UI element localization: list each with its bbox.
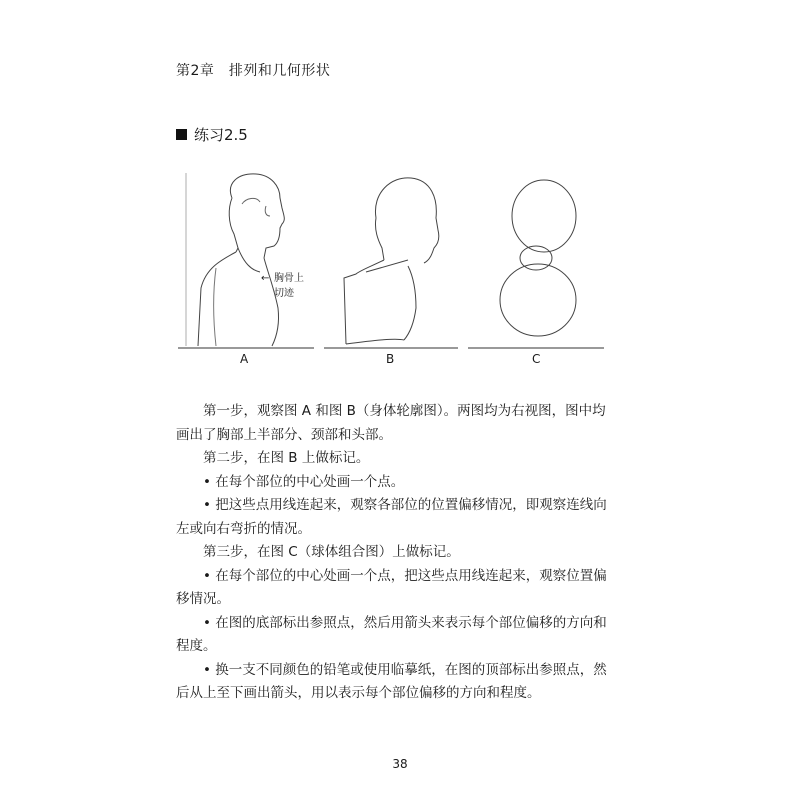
paragraph: 第一步，观察图 A 和图 B（身体轮廓图）。两图均为右视图，图中均画出了胸部上半部分、颈部和头部。 (176, 403, 606, 443)
figure-label-b: B (386, 352, 395, 366)
body-text (176, 400, 616, 706)
figure-b-drawing (344, 178, 439, 344)
annotation-line2: 切迹 (274, 288, 294, 299)
bullet-item: • 在图的底部标出参照点，然后用箭头来表示每个部位偏移的方向和程度。 (176, 614, 607, 654)
figure-label-a: A (240, 352, 249, 366)
bullet-item: • 把这些点用线连起来，观察各部位的位置偏移情况，即观察连线向左或向右弯折的情况。 (176, 497, 607, 537)
figure-drawing (176, 168, 620, 368)
bullet-item: • 在每个部位的中心处画一个点。 (203, 473, 405, 490)
figure-a-drawing (198, 174, 284, 346)
chapter-title: 第2章 排列和几何形状 (176, 63, 331, 79)
figure-c-drawing (500, 180, 576, 336)
page-number: 38 (392, 757, 408, 771)
annotation-arrow: ← (261, 273, 270, 284)
bullet-item: • 在每个部位的中心处画一个点，把这些点用线连起来，观察位置偏移情况。 (176, 567, 607, 607)
square-bullet-icon (176, 129, 187, 140)
paragraph: 第二步，在图 B 上做标记。 (203, 450, 370, 466)
exercise-title: 练习2.5 (194, 126, 248, 144)
exercise-heading (176, 124, 248, 145)
figure-label-c: C (532, 352, 541, 366)
paragraph: 第三步，在图 C（球体组合图）上做标记。 (203, 544, 460, 560)
annotation-line1: 胸骨上 (274, 273, 304, 284)
figure-profiles (176, 168, 620, 368)
bullet-item: • 换一支不同颜色的铅笔或使用临摹纸，在图的顶部标出参照点，然后从上至下画出箭头，用以表示每个部位偏移的方向和程度。 (176, 661, 607, 701)
